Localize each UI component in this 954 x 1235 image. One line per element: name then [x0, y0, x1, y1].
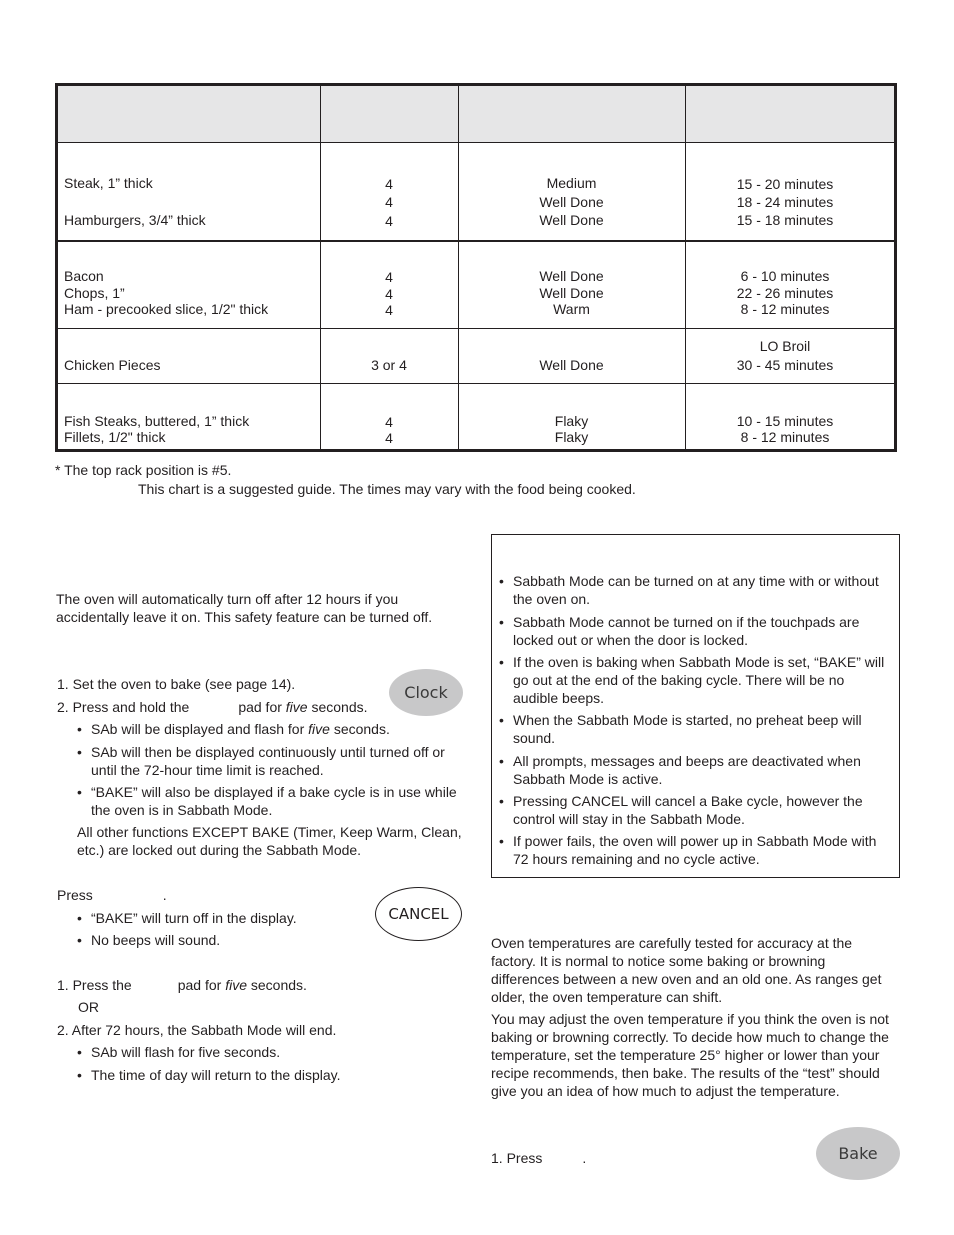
table-cell-food: Fish Steaks, buttered, 1” thick: [64, 413, 250, 429]
or-text: OR: [78, 999, 99, 1015]
press-bake-step: [491, 1149, 586, 1167]
bullet-text: SAb will be displayed and flash for: [91, 721, 305, 737]
table-cell-food: Hamburgers, 3/4” thick: [64, 212, 206, 228]
table-cell-doneness: Flaky: [554, 429, 589, 445]
table-cell-time: 10 - 15 minutes: [736, 413, 834, 429]
clock-button-label: Clock: [404, 683, 448, 702]
step2-text-c: seconds.: [311, 699, 368, 715]
clock-button[interactable]: [389, 669, 463, 716]
bake-button[interactable]: [816, 1127, 900, 1180]
bake-button-label: Bake: [838, 1144, 878, 1163]
list-item: • The time of day will return to the display.: [91, 1066, 341, 1084]
table-cell-doneness: Flaky: [554, 413, 589, 429]
end-step-text: pad for: [177, 977, 222, 993]
table-cell-time: 18 - 24 minutes: [736, 194, 834, 210]
sabbath-step-2: [57, 698, 368, 716]
list-item: • All prompts, messages and beeps are deactivated when Sabbath Mode is active.: [513, 752, 888, 788]
list-item: • No beeps will sound.: [91, 931, 220, 949]
table-cell-time: 15 - 18 minutes: [736, 212, 834, 228]
list-item: • When the Sabbath Mode is started, no preheat beep will sound.: [513, 711, 888, 747]
list-item: • “BAKE” will also be displayed if a bake cycle is in use while the oven is in Sabbath Mode.: [91, 783, 463, 819]
table-footnote: * The top rack position is #5.: [55, 462, 232, 478]
table-cell-rack: 4: [385, 194, 393, 210]
bullet-five: five: [308, 721, 330, 737]
press-bake-text: 1. Press: [491, 1150, 543, 1166]
list-item: • If the oven is baking when Sabbath Mode is set, “BAKE” will go out at the end of the baking cycle. There will be no audible beeps.: [513, 653, 888, 707]
table-cell-time: LO Broil: [759, 338, 811, 354]
table-header-row: [58, 86, 894, 143]
table-cell-rack: 4: [385, 176, 393, 192]
broil-chart-table: [55, 83, 897, 452]
row-divider: [58, 383, 894, 384]
table-cell-time: 8 - 12 minutes: [740, 301, 830, 317]
cancel-button-label: CANCEL: [388, 905, 449, 923]
step2-text-a: 2. Press and hold the: [57, 699, 190, 715]
step2-five: five: [285, 699, 308, 715]
table-cell-doneness: Well Done: [539, 285, 604, 301]
table-cell-doneness: Well Done: [539, 357, 604, 373]
table-guide-note: This chart is a suggested guide. The times may vary with the food being cooked.: [138, 481, 636, 497]
column-divider: [320, 86, 321, 449]
table-cell-food: Bacon: [64, 268, 104, 284]
table-cell-rack: 3 or 4: [371, 357, 407, 373]
temp-paragraph-2: You may adjust the oven temperature if you think the oven is not baking or browning correctly. To decide how much to change the temperature, set the temperature 25° higher or lower than your recipe recommends, then bake. The results of the “test” should give you an idea of how much to adjust the temperature.: [491, 1011, 889, 1099]
temp-paragraph-1: Oven temperatures are carefully tested for accuracy at the factory. It is normal to notice some baking or browning differences between a new oven and an old one. As ranges get older, the oven temperature can shift.: [491, 935, 882, 1005]
list-item: • Sabbath Mode can be turned on at any time with or without the oven on.: [513, 572, 885, 608]
list-item: [91, 720, 461, 738]
end-step-text: seconds.: [250, 977, 307, 993]
list-item: • Sabbath Mode cannot be turned on if the touchpads are locked out or when the door is locked.: [513, 613, 888, 649]
end-step-text: 1. Press the: [57, 977, 132, 993]
table-cell-rack: 4: [385, 414, 393, 430]
press-text: Press: [57, 887, 93, 903]
row-divider: [58, 328, 894, 329]
table-cell-doneness: Well Done: [539, 212, 604, 228]
cancel-button[interactable]: [375, 887, 462, 941]
table-cell-rack: 4: [385, 430, 393, 446]
table-cell-rack: 4: [385, 213, 393, 229]
table-cell-time: 8 - 12 minutes: [740, 429, 830, 445]
table-cell-time: 22 - 26 minutes: [736, 285, 834, 301]
end-step-1: [57, 976, 307, 994]
table-cell-time: 6 - 10 minutes: [740, 268, 830, 284]
bullet-text: seconds.: [333, 721, 390, 737]
sabbath-step-1: 1. Set the oven to bake (see page 14).: [57, 676, 296, 692]
table-cell-food: Chicken Pieces: [64, 357, 161, 373]
auto-off-paragraph: The oven will automatically turn off after 12 hours if you accidentally leave it on. This safety feature can be turned off.: [56, 591, 433, 625]
table-cell-doneness: Warm: [553, 301, 590, 317]
table-cell-rack: 4: [385, 269, 393, 285]
table-cell-food: Chops, 1”: [64, 285, 125, 301]
list-item: • If power fails, the oven will power up in Sabbath Mode with 72 hours remaining and no cycle active.: [513, 832, 888, 868]
row-divider: [58, 240, 894, 242]
list-item: • “BAKE” will turn off in the display.: [91, 909, 297, 927]
press-cancel-line: [57, 886, 167, 904]
list-item: • SAb will then be displayed continuously until turned off or until the 72-hour time limit is reached.: [91, 743, 463, 779]
table-cell-time: 15 - 20 minutes: [736, 176, 834, 192]
table-cell-food: Fillets, 1/2" thick: [64, 429, 166, 445]
table-cell-food: Ham - precooked slice, 1/2" thick: [64, 301, 269, 317]
list-item: • SAb will flash for five seconds.: [91, 1043, 280, 1061]
table-cell-doneness: Well Done: [539, 268, 604, 284]
end-step-five: five: [225, 977, 247, 993]
sabbath-notes-box: [491, 534, 900, 878]
table-cell-food: Steak, 1” thick: [64, 175, 153, 191]
press-dot: .: [162, 887, 167, 903]
locked-out-note: All other functions EXCEPT BAKE (Timer, Keep Warm, Clean, etc.) are locked out during the Sabbath Mode.: [77, 824, 462, 858]
table-cell-doneness: Well Done: [539, 194, 604, 210]
table-cell-rack: 4: [385, 286, 393, 302]
table-cell-rack: 4: [385, 302, 393, 318]
end-step-2: 2. After 72 hours, the Sabbath Mode will end.: [57, 1022, 337, 1038]
table-cell-doneness: Medium: [546, 175, 597, 191]
table-cell-time: 30 - 45 minutes: [736, 357, 834, 373]
list-item: • Pressing CANCEL will cancel a Bake cycle, however the control will stay in the Sabbath Mode.: [513, 792, 888, 828]
step2-text-b: pad for: [238, 699, 282, 715]
press-bake-dot: .: [582, 1150, 587, 1166]
